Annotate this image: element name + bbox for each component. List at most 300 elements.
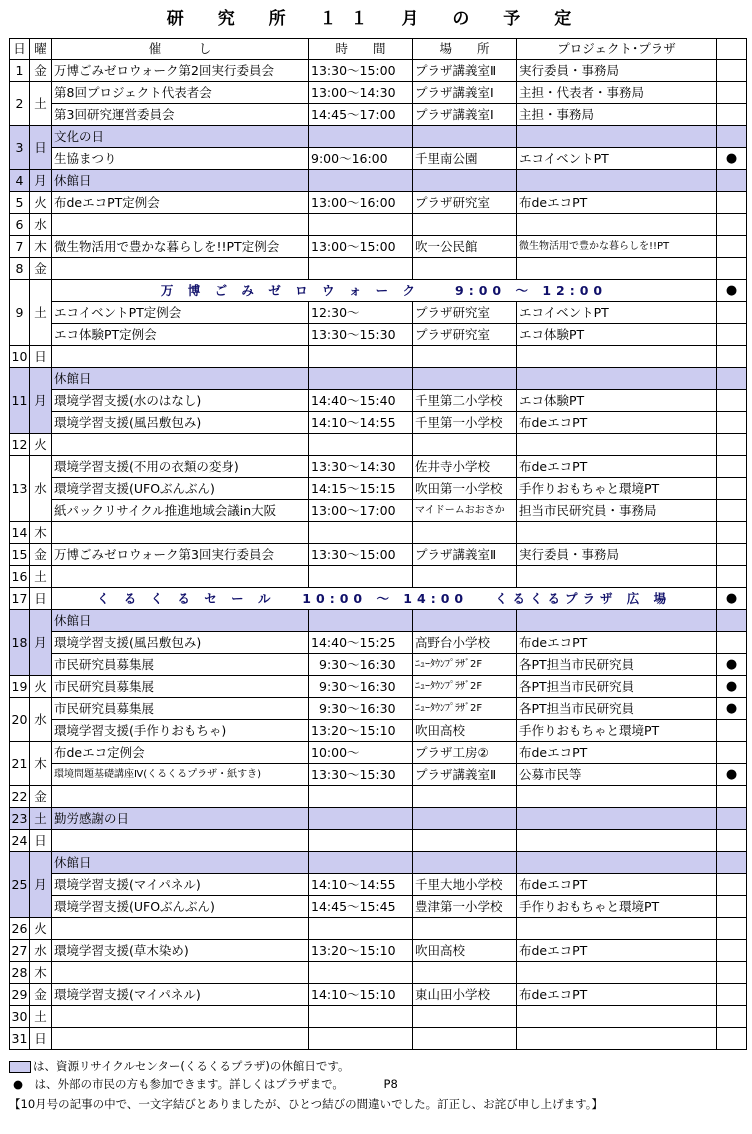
table-row — [10, 324, 747, 346]
header-place: 場 所 — [413, 39, 517, 60]
public-mark-cell — [717, 544, 747, 566]
public-mark-cell — [717, 808, 747, 830]
place-cell: プラザ工房② — [413, 742, 517, 764]
table-row — [10, 654, 747, 676]
public-mark-cell — [717, 192, 747, 214]
table-row — [10, 302, 747, 324]
time-cell: 14:45～17:00 — [309, 104, 413, 126]
weekday-cell: 金 — [30, 60, 52, 82]
weekday-cell: 金 — [30, 258, 52, 280]
public-mark-cell — [717, 610, 747, 632]
project-cell — [517, 566, 717, 588]
table-row — [10, 148, 747, 170]
place-cell: 千里第二小学校 — [413, 390, 517, 412]
project-cell: エコ体験PT — [517, 324, 717, 346]
project-cell — [517, 126, 717, 148]
table-row — [10, 500, 747, 522]
time-cell: 14:10～14:55 — [309, 874, 413, 896]
place-cell — [413, 170, 517, 192]
place-cell — [413, 522, 517, 544]
table-row — [10, 610, 747, 632]
weekday-cell: 火 — [30, 918, 52, 940]
public-mark-cell — [717, 940, 747, 962]
public-mark-cell — [717, 104, 747, 126]
weekday-cell: 火 — [30, 434, 52, 456]
project-cell: 布deエコPT — [517, 632, 717, 654]
time-cell: 13:30～14:30 — [309, 456, 413, 478]
project-cell — [517, 962, 717, 984]
day-cell: 16 — [10, 566, 30, 588]
public-mark-cell — [717, 742, 747, 764]
place-cell: 東山田小学校 — [413, 984, 517, 1006]
event-cell: 万博ごみゼロウォーク第3回実行委員会 — [52, 544, 309, 566]
place-cell: ﾆｭｰﾀｳﾝﾌﾟﾗｻﾞ2F — [413, 654, 517, 676]
project-cell — [517, 852, 717, 874]
project-cell — [517, 1006, 717, 1028]
place-cell: プラザ講義室Ⅱ — [413, 764, 517, 786]
place-cell: プラザ講義室Ⅰ — [413, 104, 517, 126]
public-mark-cell — [717, 346, 747, 368]
project-cell — [517, 368, 717, 390]
legend-dot — [9, 1076, 398, 1092]
weekday-cell: 金 — [30, 786, 52, 808]
event-cell: 布deエコPT定例会 — [52, 192, 309, 214]
table-row — [10, 588, 747, 610]
event-cell: 微生物活用で豊かな暮らしを!!PT定例会 — [52, 236, 309, 258]
event-cell: 生協まつり — [52, 148, 309, 170]
header-project: プロジェクト･プラザ — [517, 39, 717, 60]
event-cell: 休館日 — [52, 852, 309, 874]
project-cell — [517, 258, 717, 280]
place-cell: ﾆｭｰﾀｳﾝﾌﾟﾗｻﾞ2F — [413, 698, 517, 720]
project-cell: 担当市民研究員・事務局 — [517, 500, 717, 522]
table-row — [10, 126, 747, 148]
table-row — [10, 896, 747, 918]
place-cell — [413, 808, 517, 830]
table-row — [10, 478, 747, 500]
project-cell — [517, 170, 717, 192]
place-cell: 千里第一小学校 — [413, 412, 517, 434]
event-cell: 紙パックリサイクル推進地域会議in大阪 — [52, 500, 309, 522]
place-cell — [413, 214, 517, 236]
day-cell: 19 — [10, 676, 30, 698]
day-cell: 10 — [10, 346, 30, 368]
table-row — [10, 170, 747, 192]
day-cell: 26 — [10, 918, 30, 940]
project-cell: エコイベントPT — [517, 302, 717, 324]
table-row — [10, 962, 747, 984]
weekday-cell: 金 — [30, 544, 52, 566]
table-row — [10, 82, 747, 104]
project-cell: 布deエコPT — [517, 984, 717, 1006]
weekday-cell: 日 — [30, 126, 52, 170]
header-event: 催 し — [52, 39, 309, 60]
weekday-cell: 月 — [30, 170, 52, 192]
project-cell: 実行委員・事務局 — [517, 60, 717, 82]
time-cell — [309, 1006, 413, 1028]
day-cell: 11 — [10, 368, 30, 434]
event-cell: 環境学習支援(UFOぶんぶん) — [52, 896, 309, 918]
public-mark-cell — [717, 258, 747, 280]
place-cell: 佐井寺小学校 — [413, 456, 517, 478]
public-mark-cell — [717, 324, 747, 346]
table-row — [10, 808, 747, 830]
event-cell: 万博ごみゼロウォーク第2回実行委員会 — [52, 60, 309, 82]
weekday-cell: 木 — [30, 962, 52, 984]
event-cell: 休館日 — [52, 170, 309, 192]
table-row — [10, 984, 747, 1006]
time-cell — [309, 786, 413, 808]
place-cell: プラザ講義室Ⅱ — [413, 544, 517, 566]
project-cell — [517, 808, 717, 830]
event-cell — [52, 258, 309, 280]
table-row — [10, 940, 747, 962]
event-cell: 第3回研究運営委員会 — [52, 104, 309, 126]
time-cell: 12:30～ — [309, 302, 413, 324]
time-cell: 13:30～15:00 — [309, 60, 413, 82]
time-cell: 13:00～14:30 — [309, 82, 413, 104]
time-cell: 14:40～15:40 — [309, 390, 413, 412]
event-cell: 環境学習支援(手作りおもちゃ) — [52, 720, 309, 742]
project-cell: 布deエコPT — [517, 874, 717, 896]
time-cell — [309, 610, 413, 632]
day-cell: 14 — [10, 522, 30, 544]
day-cell: 12 — [10, 434, 30, 456]
weekday-cell: 土 — [30, 280, 52, 346]
place-cell — [413, 1028, 517, 1050]
place-cell: 吹田高校 — [413, 720, 517, 742]
project-cell: 微生物活用で豊かな暮らしを!!PT — [517, 236, 717, 258]
event-cell — [52, 830, 309, 852]
project-cell: 手作りおもちゃと環境PT — [517, 896, 717, 918]
time-cell: 13:20～15:10 — [309, 940, 413, 962]
day-cell: 5 — [10, 192, 30, 214]
table-row — [10, 1028, 747, 1050]
public-mark-cell — [717, 390, 747, 412]
public-mark-cell — [717, 1028, 747, 1050]
project-cell: エコ体験PT — [517, 390, 717, 412]
time-cell: 14:10～14:55 — [309, 412, 413, 434]
weekday-cell: 日 — [30, 588, 52, 610]
time-cell: 13:30～15:00 — [309, 544, 413, 566]
place-cell — [413, 566, 517, 588]
project-cell: 公募市民等 — [517, 764, 717, 786]
time-cell: 14:40～15:25 — [309, 632, 413, 654]
public-mark-cell: ● — [717, 280, 747, 302]
time-cell — [309, 962, 413, 984]
event-cell: 布deエコ定例会 — [52, 742, 309, 764]
event-cell: 第8回プロジェクト代表者会 — [52, 82, 309, 104]
public-mark-cell: ● — [717, 654, 747, 676]
public-mark-cell — [717, 82, 747, 104]
project-cell: 布deエコPT — [517, 940, 717, 962]
banner-event: 万 博 ご み ゼ ロ ウ ォ ー ク 9:00 ～ 12:00 — [52, 280, 717, 302]
public-mark-cell — [717, 500, 747, 522]
day-cell: 1 — [10, 60, 30, 82]
table-row — [10, 698, 747, 720]
public-mark-cell — [717, 874, 747, 896]
day-cell: 24 — [10, 830, 30, 852]
weekday-cell: 日 — [30, 830, 52, 852]
event-cell: 休館日 — [52, 368, 309, 390]
time-cell — [309, 852, 413, 874]
time-cell: 13:00～17:00 — [309, 500, 413, 522]
table-row — [10, 280, 747, 302]
time-cell: 13:20～15:10 — [309, 720, 413, 742]
time-cell — [309, 566, 413, 588]
weekday-cell: 木 — [30, 522, 52, 544]
public-mark-cell — [717, 632, 747, 654]
project-cell — [517, 1028, 717, 1050]
public-mark-cell — [717, 522, 747, 544]
time-cell: 13:30～15:30 — [309, 764, 413, 786]
project-cell: 各PT担当市民研究員 — [517, 698, 717, 720]
event-cell: 環境学習支援(不用の衣類の変身) — [52, 456, 309, 478]
table-row — [10, 104, 747, 126]
table-row — [10, 786, 747, 808]
day-cell: 7 — [10, 236, 30, 258]
weekday-cell: 月 — [30, 852, 52, 918]
event-cell: 休館日 — [52, 610, 309, 632]
table-row — [10, 544, 747, 566]
event-cell — [52, 566, 309, 588]
public-mark-cell — [717, 566, 747, 588]
place-cell — [413, 126, 517, 148]
place-cell: 吹一公民館 — [413, 236, 517, 258]
day-cell: 28 — [10, 962, 30, 984]
public-mark-cell — [717, 412, 747, 434]
project-cell — [517, 830, 717, 852]
table-row — [10, 1006, 747, 1028]
time-cell: 14:15～15:15 — [309, 478, 413, 500]
header-time: 時 間 — [309, 39, 413, 60]
public-mark-cell: ● — [717, 148, 747, 170]
table-row — [10, 60, 747, 82]
table-row — [10, 918, 747, 940]
place-cell: 千里南公園 — [413, 148, 517, 170]
table-row — [10, 368, 747, 390]
table-row — [10, 830, 747, 852]
header-weekday: 曜 — [30, 39, 52, 60]
place-cell: プラザ講義室Ⅰ — [413, 82, 517, 104]
project-cell: 実行委員・事務局 — [517, 544, 717, 566]
public-mark-cell — [717, 1006, 747, 1028]
page-number: P8 — [383, 1077, 398, 1091]
project-cell: 手作りおもちゃと環境PT — [517, 478, 717, 500]
time-cell — [309, 258, 413, 280]
day-cell: 13 — [10, 456, 30, 522]
event-cell: 環境学習支援(水のはなし) — [52, 390, 309, 412]
public-mark-cell: ● — [717, 676, 747, 698]
time-cell — [309, 126, 413, 148]
project-cell: 布deエコPT — [517, 456, 717, 478]
event-cell: 環境問題基礎講座Ⅳ(くるくるプラザ・紙すき) — [52, 764, 309, 786]
place-cell — [413, 786, 517, 808]
day-cell: 25 — [10, 852, 30, 918]
day-cell: 8 — [10, 258, 30, 280]
weekday-cell: 日 — [30, 346, 52, 368]
event-cell — [52, 962, 309, 984]
place-cell — [413, 346, 517, 368]
event-cell: 環境学習支援(風呂敷包み) — [52, 412, 309, 434]
public-mark-cell — [717, 918, 747, 940]
day-cell: 6 — [10, 214, 30, 236]
project-cell — [517, 610, 717, 632]
day-cell: 9 — [10, 280, 30, 346]
event-cell: 環境学習支援(マイパネル) — [52, 984, 309, 1006]
public-mark-cell — [717, 962, 747, 984]
weekday-cell: 水 — [30, 456, 52, 522]
legend-holiday — [9, 1058, 349, 1074]
public-mark-cell: ● — [717, 588, 747, 610]
place-cell — [413, 962, 517, 984]
day-cell: 20 — [10, 698, 30, 742]
public-mark-cell: ● — [717, 698, 747, 720]
project-cell: 布deエコPT — [517, 192, 717, 214]
time-cell: 13:00～15:00 — [309, 236, 413, 258]
project-cell: 布deエコPT — [517, 412, 717, 434]
day-cell: 2 — [10, 82, 30, 126]
table-row — [10, 412, 747, 434]
table-row — [10, 632, 747, 654]
time-cell: 14:10～15:10 — [309, 984, 413, 1006]
event-cell: エコイベントPT定例会 — [52, 302, 309, 324]
event-cell: 勤労感謝の日 — [52, 808, 309, 830]
event-cell: 環境学習支援(草木染め) — [52, 940, 309, 962]
day-cell: 29 — [10, 984, 30, 1006]
project-cell: 主担・代表者・事務局 — [517, 82, 717, 104]
project-cell — [517, 786, 717, 808]
event-cell — [52, 434, 309, 456]
weekday-cell: 土 — [30, 808, 52, 830]
table-row — [10, 720, 747, 742]
header-mark — [717, 39, 747, 60]
weekday-cell: 土 — [30, 1006, 52, 1028]
time-cell — [309, 214, 413, 236]
public-mark-cell — [717, 368, 747, 390]
place-cell: マイドームおおさか — [413, 500, 517, 522]
event-cell: 文化の日 — [52, 126, 309, 148]
project-cell: 主担・事務局 — [517, 104, 717, 126]
place-cell: プラザ研究室 — [413, 324, 517, 346]
event-cell: 市民研究員募集展 — [52, 698, 309, 720]
place-cell: ﾆｭｰﾀｳﾝﾌﾟﾗｻﾞ2F — [413, 676, 517, 698]
day-cell: 3 — [10, 126, 30, 170]
project-cell: エコイベントPT — [517, 148, 717, 170]
public-mark-cell — [717, 126, 747, 148]
table-row — [10, 390, 747, 412]
legend-correction: 【10月号の記事の中で、一文字結びとありましたが、ひとつ結びの間違いでした。訂正し、お詫び申し上げます。】 — [9, 1097, 603, 1111]
event-cell — [52, 522, 309, 544]
table-row — [10, 456, 747, 478]
public-mark-cell — [717, 170, 747, 192]
time-cell: 9:30～16:30 — [309, 654, 413, 676]
header-row — [10, 39, 747, 60]
place-cell — [413, 918, 517, 940]
project-cell — [517, 214, 717, 236]
public-mark-cell — [717, 456, 747, 478]
table-row — [10, 874, 747, 896]
table-row — [10, 236, 747, 258]
place-cell — [413, 1006, 517, 1028]
day-cell: 22 — [10, 786, 30, 808]
public-mark-cell — [717, 60, 747, 82]
time-cell: 10:00～ — [309, 742, 413, 764]
table-row — [10, 192, 747, 214]
table-row — [10, 214, 747, 236]
event-cell — [52, 1006, 309, 1028]
event-cell: 市民研究員募集展 — [52, 676, 309, 698]
public-mark-cell — [717, 786, 747, 808]
event-cell — [52, 1028, 309, 1050]
page-title: 研 究 所 １１ 月 の 予 定 — [166, 9, 586, 29]
table-row — [10, 434, 747, 456]
public-mark-cell — [717, 434, 747, 456]
event-cell: 環境学習支援(マイパネル) — [52, 874, 309, 896]
public-mark-cell — [717, 720, 747, 742]
event-cell — [52, 214, 309, 236]
time-cell — [309, 522, 413, 544]
time-cell — [309, 170, 413, 192]
banner-event: く る く る セ ー ル 10:00 ～ 14:00 くるくるプラザ 広 場 — [52, 588, 717, 610]
day-cell: 15 — [10, 544, 30, 566]
place-cell: 高野台小学校 — [413, 632, 517, 654]
weekday-cell: 月 — [30, 368, 52, 434]
place-cell: 豊津第一小学校 — [413, 896, 517, 918]
project-cell — [517, 434, 717, 456]
day-cell: 27 — [10, 940, 30, 962]
place-cell: 吹田第一小学校 — [413, 478, 517, 500]
table-row — [10, 852, 747, 874]
place-cell — [413, 434, 517, 456]
event-cell — [52, 786, 309, 808]
weekday-cell: 月 — [30, 610, 52, 676]
table-row — [10, 258, 747, 280]
time-cell: 14:45～15:45 — [309, 896, 413, 918]
place-cell: プラザ研究室 — [413, 302, 517, 324]
weekday-cell: 水 — [30, 214, 52, 236]
place-cell — [413, 610, 517, 632]
project-cell — [517, 522, 717, 544]
weekday-cell: 木 — [30, 742, 52, 786]
event-cell: エコ体験PT定例会 — [52, 324, 309, 346]
time-cell: 13:00～16:00 — [309, 192, 413, 214]
table-row — [10, 566, 747, 588]
table-row — [10, 764, 747, 786]
holiday-swatch — [9, 1061, 31, 1073]
day-cell: 23 — [10, 808, 30, 830]
public-mark-cell — [717, 852, 747, 874]
project-cell: 布deエコPT — [517, 742, 717, 764]
public-mark-cell — [717, 302, 747, 324]
time-cell — [309, 346, 413, 368]
event-cell — [52, 346, 309, 368]
time-cell — [309, 1028, 413, 1050]
weekday-cell: 土 — [30, 566, 52, 588]
day-cell: 18 — [10, 610, 30, 676]
table-row — [10, 742, 747, 764]
time-cell: 9:30～16:30 — [309, 676, 413, 698]
project-cell — [517, 346, 717, 368]
time-cell — [309, 808, 413, 830]
schedule-table — [9, 38, 747, 1050]
time-cell — [309, 830, 413, 852]
public-mark-cell — [717, 214, 747, 236]
header-day: 日 — [10, 39, 30, 60]
table-row — [10, 676, 747, 698]
weekday-cell: 土 — [30, 82, 52, 126]
weekday-cell: 金 — [30, 984, 52, 1006]
